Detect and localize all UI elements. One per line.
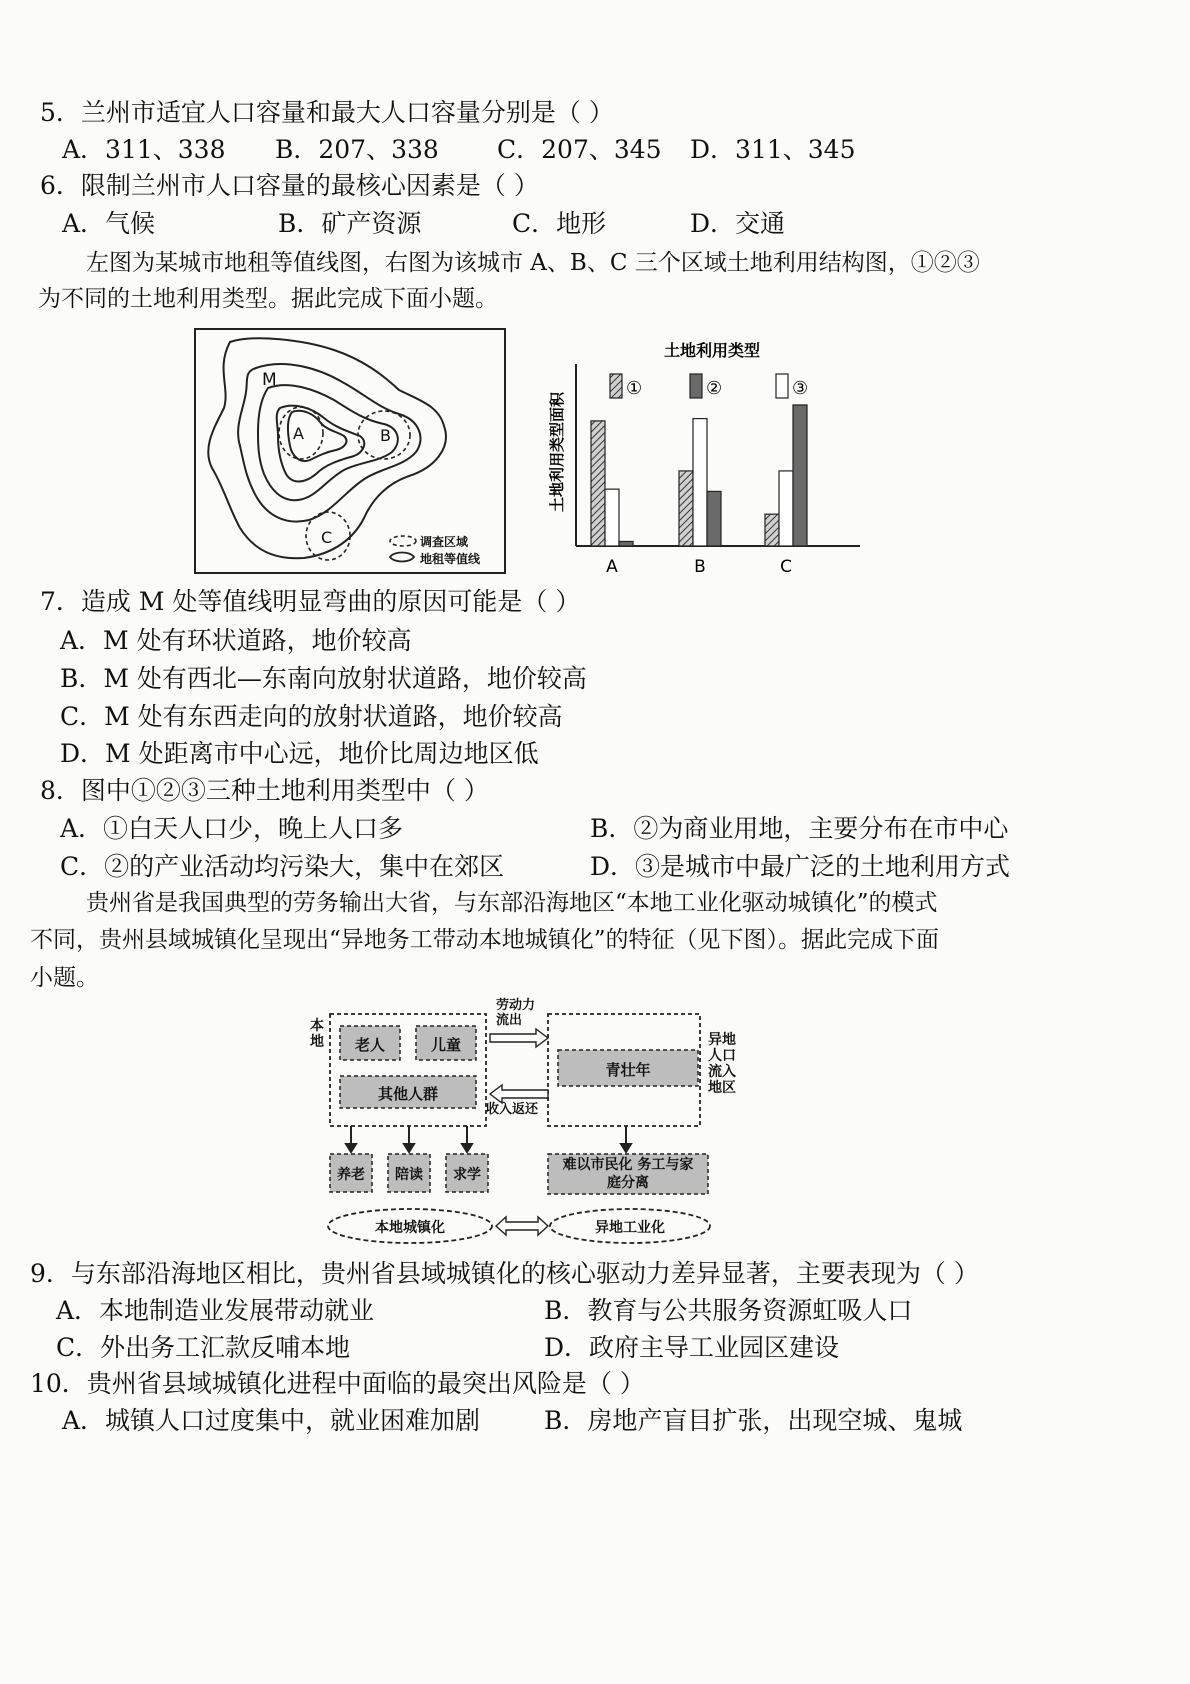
q6-stem: 6．限制兰州市人口容量的最核心因素是（ ） — [40, 171, 539, 200]
q8-stem: 8．图中①②③三种土地利用类型中（ ） — [40, 776, 489, 805]
passage2-line1: 贵州省是我国典型的劳务输出大省，与东部沿海地区“本地工业化驱动城镇化”的模式 — [86, 890, 938, 916]
legend-survey-label: 调查区域 — [420, 535, 469, 549]
retire-label: 养老 — [337, 1167, 365, 1183]
x-tick-label: A — [606, 557, 618, 577]
bar-A-series2 — [619, 541, 633, 546]
study-label: 陪读 — [395, 1167, 423, 1183]
q7-option-d: D．M 处距离市中心远，地价比周边地区低 — [60, 739, 539, 768]
legend-label: ② — [706, 378, 723, 399]
local-urbanization-label: 本地城镇化 — [375, 1220, 445, 1236]
q5-option-d: D．311、345 — [690, 135, 856, 164]
q7-option-b: B．M 处有西北—东南向放射状道路，地价较高 — [60, 664, 587, 693]
q9-option-b: B．教育与公共服务资源虹吸人口 — [544, 1296, 913, 1325]
urbanization-flow-diagram — [300, 998, 750, 1248]
q6-option-b: B．矿产资源 — [278, 209, 422, 238]
passage2-line3: 小题。 — [30, 965, 99, 991]
bar-A-series3 — [605, 489, 619, 546]
bar-B-series3 — [693, 419, 707, 546]
hard-urbanize-label: 难以市民化 务工与家庭分离 — [562, 1157, 694, 1191]
legend-swatch — [776, 374, 788, 398]
others-label: 其他人群 — [377, 1085, 438, 1103]
q5-option-a: A．311、338 — [62, 135, 226, 164]
remote-label: 异地人口流入地区 — [708, 1032, 736, 1096]
income-return-label: 收入返还 — [486, 1102, 539, 1117]
legend-rent-label: 地租等值线 — [420, 552, 481, 566]
legend-label: ① — [626, 378, 643, 399]
q10-option-b: B．房地产盲目扩张，出现空城、鬼城 — [544, 1406, 963, 1435]
passage1-line2: 为不同的土地利用类型。据此完成下面小题。 — [38, 286, 498, 312]
q9-stem: 9．与东部沿海地区相比，贵州省县域城镇化的核心驱动力差异显著，主要表现为（ ） — [30, 1259, 979, 1288]
q6-option-d: D．交通 — [690, 209, 786, 238]
legend-survey-symbol — [390, 536, 416, 546]
remote-industrialization-label: 异地工业化 — [595, 1220, 665, 1236]
map-label-a: A — [293, 424, 304, 443]
q6-option-a: A．气候 — [62, 209, 156, 238]
passage2-line2: 不同，贵州县域城镇化呈现出“异地务工带动本地城镇化”的特征（见下图）。据此完成下面 — [30, 927, 940, 953]
q8-option-d: D．③是城市中最广泛的土地利用方式 — [590, 852, 1011, 881]
q6-option-c: C．地形 — [512, 209, 607, 238]
bar-C-series3 — [779, 471, 793, 546]
marry-label: 求学 — [453, 1167, 481, 1183]
local-label: 本地 — [310, 1018, 324, 1050]
rent-contour-outer — [208, 338, 446, 558]
land-use-chart — [540, 334, 870, 584]
legend-swatch — [690, 374, 702, 398]
chart-ylabel: 土地利用类型面积 — [548, 391, 566, 513]
bar-B-series1 — [679, 471, 693, 546]
q8-option-c: C．②的产业活动均污染大，集中在郊区 — [60, 852, 505, 881]
legend-swatch — [610, 374, 622, 398]
q5-stem: 5．兰州市适宜人口容量和最大人口容量分别是（ ） — [40, 98, 614, 127]
q9-option-d: D．政府主导工业园区建设 — [544, 1333, 840, 1362]
legend-rent-symbol — [390, 553, 414, 562]
map-label-b: B — [380, 426, 391, 445]
map-label-c: C — [321, 528, 333, 547]
bar-C-series1 — [765, 514, 779, 546]
x-tick-label: B — [694, 557, 706, 577]
bar-A-series1 — [591, 421, 605, 546]
elderly-label: 老人 — [354, 1036, 385, 1054]
q8-option-a: A．①白天人口少，晚上人口多 — [60, 814, 404, 843]
q9-option-c: C．外出务工汇款反哺本地 — [56, 1333, 351, 1362]
q10-option-a: A．城镇人口过度集中，就业困难加剧 — [62, 1406, 481, 1435]
q8-option-b: B．②为商业用地，主要分布在市中心 — [590, 814, 1009, 843]
q9-option-a: A．本地制造业发展带动就业 — [56, 1296, 375, 1325]
q5-option-c: C．207、345 — [497, 135, 662, 164]
passage1-line1: 左图为某城市地租等值线图，右图为该城市 A、B、C 三个区域土地利用结构图，①②③ — [86, 250, 980, 276]
bidirectional-arrow — [496, 1217, 548, 1235]
q7-stem: 7．造成 M 处等值线明显弯曲的原因可能是（ ） — [40, 587, 581, 616]
q10-stem: 10．贵州省县域城镇化进程中面临的最突出风险是（ ） — [30, 1369, 645, 1398]
bar-C-series2 — [793, 405, 807, 546]
x-tick-label: C — [780, 557, 792, 577]
legend-label: ③ — [792, 378, 809, 399]
labor-out-label: 劳动力流出 — [496, 998, 536, 1028]
map-label-m: M — [262, 370, 277, 390]
q5-option-b: B．207、338 — [275, 135, 439, 164]
q7-option-c: C．M 处有东西走向的放射状道路，地价较高 — [60, 702, 563, 731]
bar-B-series2 — [707, 491, 721, 546]
labor-out-arrow — [490, 1029, 548, 1047]
rent-contour-map — [194, 328, 506, 574]
children-label: 儿童 — [430, 1036, 461, 1054]
q7-option-a: A．M 处有环状道路，地价较高 — [60, 626, 412, 655]
young-adults-label: 青壮年 — [605, 1061, 651, 1079]
chart-title: 土地利用类型 — [663, 341, 761, 360]
